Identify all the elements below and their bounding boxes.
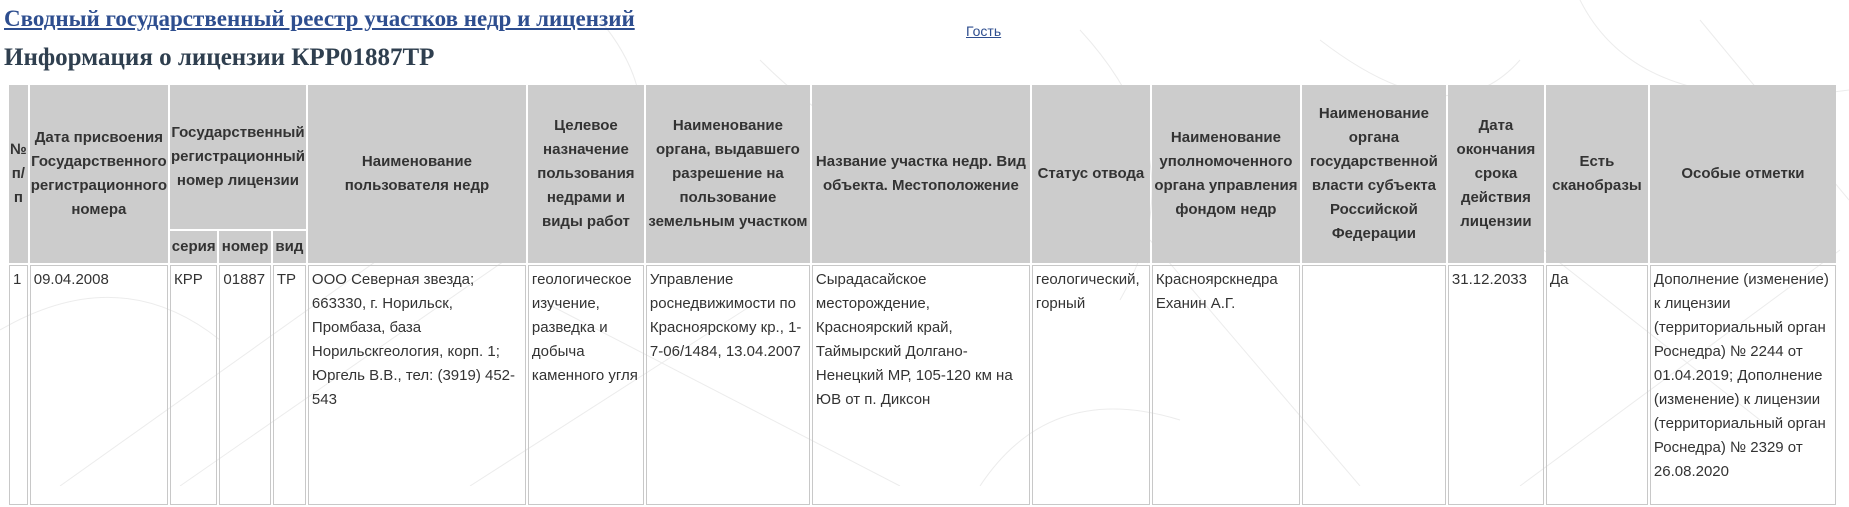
header-allotment-status: Статус отвода	[1032, 85, 1150, 263]
cell-notes: Дополнение (изменение) к лицензии (территориальный орган Роснедра) № 2244 от 01.04.2019; Дополнение (изменение) к лицензии (территориальный орган Роснедра) № 2329 от 26.08.2020	[1650, 265, 1836, 505]
license-table	[7, 83, 1838, 507]
cell-land-authority: Управление роснедвижимости по Красноярскому кр., 1-7-06/1484, 13.04.2007	[646, 265, 810, 505]
cell-expiry: 31.12.2033	[1448, 265, 1544, 505]
header-notes: Особые отметки	[1650, 85, 1836, 263]
cell-user: ООО Северная звезда; 663330, г. Норильск, Промбаза, база Норильскгеология, корп. 1; Юргель В.В., тел: (3919) 452-543	[308, 265, 526, 505]
cell-regional-authority	[1302, 265, 1446, 505]
cell-site: Сырадасайское месторождение, Красноярский край, Таймырский Долгано-Ненецкий МР, 105-120 км на ЮВ от п. Диксон	[812, 265, 1030, 505]
cell-fund-authority: Красноярскнедра Еханин А.Г.	[1152, 265, 1300, 505]
page-title: Информация о лицензии КРР01887ТР	[4, 44, 435, 71]
cell-reg-date: 09.04.2008	[30, 265, 168, 505]
header-regional-authority: Наименование органа государственной власти субъекта Российской Федерации	[1302, 85, 1446, 263]
header-reg-date: Дата присвоения Государственного регистрационного номера	[30, 85, 168, 263]
header-number: номер	[219, 231, 270, 263]
header-series: серия	[170, 231, 217, 263]
guest-link[interactable]: Гость	[966, 23, 1002, 39]
cell-scans: Да	[1546, 265, 1648, 505]
header-purpose: Целевое назначение пользования недрами и виды работ	[528, 85, 644, 263]
cell-number: 01887	[219, 265, 270, 505]
header-scans: Есть сканобразы	[1546, 85, 1648, 263]
header-expiry: Дата окончания срока действия лицензии	[1448, 85, 1544, 263]
header-num: № п/п	[9, 85, 28, 263]
header-kind: вид	[273, 231, 306, 263]
header-user: Наименование пользователя недр	[308, 85, 526, 263]
cell-allotment-status: геологический, горный	[1032, 265, 1150, 505]
header-fund-authority: Наименование уполномоченного органа управления фондом недр	[1152, 85, 1300, 263]
cell-purpose: геологическое изучение, разведка и добыча каменного угля	[528, 265, 644, 505]
header-state-reg-number: Государственный регистрационный номер лицензии	[170, 85, 306, 229]
cell-kind: ТР	[273, 265, 306, 505]
table-row	[9, 265, 1836, 505]
site-title-link[interactable]: Сводный государственный реестр участков недр и лицензий	[4, 6, 635, 31]
cell-num: 1	[9, 265, 28, 505]
cell-series: КРР	[170, 265, 217, 505]
header-land-authority: Наименование органа, выдавшего разрешение на пользование земельным участком	[646, 85, 810, 263]
header-site: Название участка недр. Вид объекта. Местоположение	[812, 85, 1030, 263]
